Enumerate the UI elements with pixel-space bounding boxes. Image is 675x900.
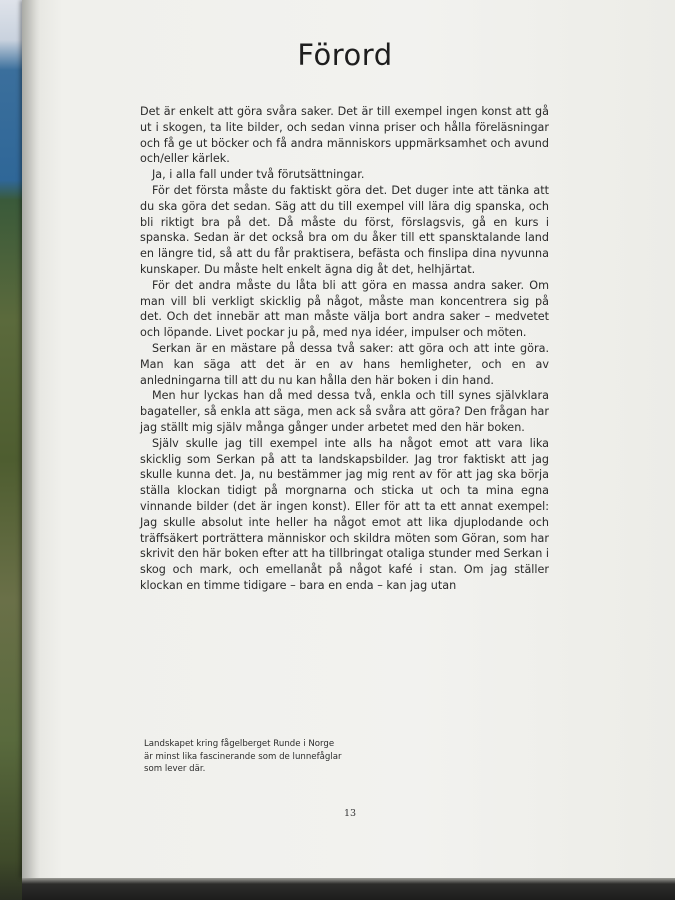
paragraph-5: Serkan är en mästare på dessa två saker: att göra och att inte göra. Man kan säga att det är en av hans hemligheter, och en av anledningarna till att du nu kan hålla den här boken i din hand.: [140, 341, 549, 387]
caption-line: Landskapet kring fågelberget Runde i Norge: [144, 739, 335, 749]
page-title: Förord: [297, 38, 393, 72]
paragraph-4: För det andra måste du låta bli att göra en massa andra saker. Om man vill bli verkligt skicklig på något, måste man koncentrera sig på det. Och det innebär att man måste välja bort andra saker – medvetet och löpande. Livet pockar ju på, med nya idéer, impulser och möten.: [140, 278, 549, 340]
paragraph-2: Ja, i alla fall under två förutsättningar.: [152, 168, 365, 182]
paragraph-3: För det första måste du faktiskt göra det. Det duger inte att tänka att du ska göra det sedan. Säg att du till exempel vill lära dig spanska, och bli riktigt bra på det. Då måste du först, förslagsvis, gå en kurs i spanska. Sedan är det också bra om du åker till ett spansktalande land en längre tid, så att du får praktisera, befästa och finslipa dina nyvunna kunskaper. Du måste helt enkelt ägna dig åt det, helhjärtat.: [140, 183, 549, 276]
image-caption: [144, 738, 344, 776]
caption-line: är minst lika fascinerande som de lunnefåglar: [144, 751, 342, 762]
page-gutter-shadow: [22, 0, 40, 878]
paragraph-1: Det är enkelt att göra svåra saker. Det är till exempel ingen konst att gå ut i skogen, ta lite bilder, och sedan vinna priser och hålla föreläsningar och få ge ut böcker och få andra människors uppmärksamhet och avund och/eller kärlek.: [140, 105, 549, 166]
paragraph-6: Men hur lyckas han då med dessa två, enkla och till synes självklara bagateller, så enkla att säga, men ack så svåra att göra? Den frågan har jag ställt mig själv många gånger under arbetet med den här boken.: [140, 389, 549, 434]
page-bottom-edge: [22, 878, 675, 900]
body-text: [140, 104, 549, 594]
caption-line: som lever där.: [144, 764, 206, 775]
paragraph-7: Själv skulle jag till exempel inte alls ha något emot att vara lika skicklig som Serkan på att ta landskapsbilder. Jag tror faktiskt att jag skulle kunna det. Ja, nu bestämmer jag mig rent av för att jag ska börja ställa klockan tidigt på morgnarna och sticka ut och ta mina egna vinnande bilder (det är ingen konst). Eller för att ta ett annat exempel: Jag skulle absolut inte heller ha något emot att lika djuplodande och träffsäkert porträttera människor och skildra möten som Göran, som har skrivit den här boken efter att ha tillbringat otaliga stunder med Serkan i skog och mark, och emellanåt på något kafé i stan. Om jag ställer klockan en timme tidigare – bara en enda – kan jag utan: [140, 436, 549, 592]
page-number: 13: [343, 808, 357, 819]
